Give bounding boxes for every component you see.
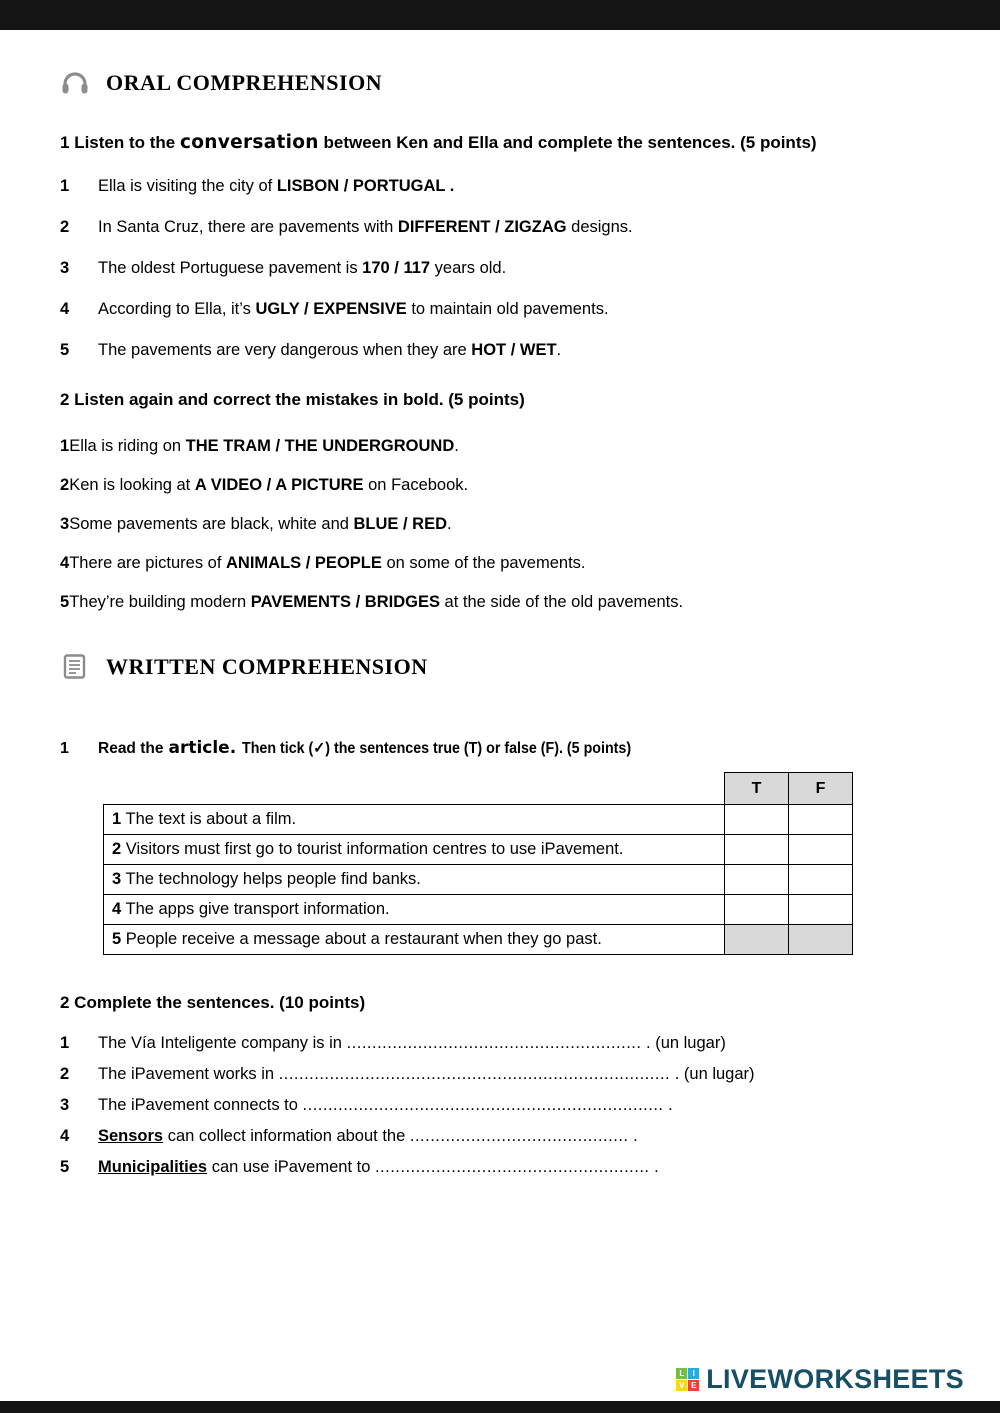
choice-options[interactable]: BLUE / RED <box>353 515 448 533</box>
item-number: 1 <box>60 1034 70 1052</box>
top-black-bar <box>0 0 1000 30</box>
bottom-black-bar <box>0 1401 1000 1413</box>
item-lead-word: Municipalities <box>98 1158 208 1176</box>
statement-text: The text is about a film. <box>125 810 297 828</box>
oral-exercise1-instruction <box>60 120 940 166</box>
item-text-post: at the side of the old pavements. <box>439 593 684 611</box>
item-text-post: . <box>556 341 562 359</box>
oral-comprehension-title: ORAL COMPREHENSION <box>106 70 383 95</box>
item-text-pre: The iPavement works in <box>98 1065 279 1083</box>
oral-ex1-items <box>60 176 940 360</box>
list-item <box>60 176 940 196</box>
item-text-post: on Facebook. <box>363 476 469 494</box>
statement-cell <box>104 925 725 955</box>
statement-number: 1 <box>112 810 122 828</box>
item-number: 5 <box>60 593 70 611</box>
oral-exercise2-instruction: 2 Listen again and correct the mistakes in bold. (5 points) <box>60 390 525 409</box>
table-header-spacer <box>104 773 725 805</box>
choice-options[interactable]: UGLY / EXPENSIVE <box>255 300 407 318</box>
choice-options[interactable]: A VIDEO / A PICTURE <box>194 476 364 494</box>
tick-cell-false[interactable] <box>789 805 853 835</box>
item-text-pre: In Santa Cruz, there are pavements with <box>98 218 398 236</box>
statement-text: Visitors must first go to tourist information centres to use iPavement. <box>125 840 624 858</box>
choice-options[interactable]: THE TRAM / THE UNDERGROUND <box>185 437 455 455</box>
item-number: 3 <box>60 1096 70 1114</box>
item-text-post: to maintain old pavements. <box>406 300 609 318</box>
oral-ex1-instruction-pre: Listen to the <box>74 133 176 152</box>
item-text-post: . (un lugar) <box>641 1034 726 1052</box>
choice-options[interactable]: ANIMALS / PEOPLE <box>226 554 382 572</box>
item-number: 3 <box>60 515 70 533</box>
written-exercise1-instruction <box>60 738 940 758</box>
statement-number: 4 <box>112 900 122 918</box>
choice-options[interactable]: DIFFERENT / ZIGZAG <box>397 218 567 236</box>
answer-blank[interactable]: ............................................................................. <box>278 1065 671 1083</box>
oral-ex2-items <box>60 436 940 612</box>
list-item <box>60 217 940 237</box>
table-row <box>104 895 853 925</box>
table-row <box>104 805 853 835</box>
item-text-post: designs. <box>566 218 633 236</box>
item-text-pre: The oldest Portuguese pavement is <box>98 259 363 277</box>
list-item <box>60 436 940 456</box>
tick-cell-false[interactable] <box>789 835 853 865</box>
list-item <box>60 553 940 573</box>
tick-cell-true[interactable] <box>725 925 789 955</box>
item-text-post: . <box>454 437 459 455</box>
logo-square: E <box>688 1380 699 1391</box>
table-row <box>104 925 853 955</box>
column-header-false: F <box>789 773 853 805</box>
item-number: 4 <box>60 1127 70 1145</box>
written-ex1-instruction-post: Then tick (✓) the sentences true (T) or false (F). (5 points) <box>242 740 632 757</box>
item-number: 2 <box>60 1065 70 1083</box>
statement-cell <box>104 835 725 865</box>
table-row <box>104 835 853 865</box>
answer-blank[interactable]: ....................................................................... <box>302 1096 664 1114</box>
statement-text: The technology helps people find banks. <box>125 870 421 888</box>
item-text-pre: According to Ella, it’s <box>98 300 256 318</box>
list-item <box>60 1126 940 1146</box>
logo-square: I <box>688 1368 699 1379</box>
list-item <box>60 475 940 495</box>
liveworksheets-logo-icon <box>676 1368 699 1391</box>
written-comprehension-heading <box>60 654 940 680</box>
statement-number: 5 <box>112 930 122 948</box>
item-text-post: . <box>663 1096 673 1114</box>
table-header-row <box>104 773 853 805</box>
item-text-post: . <box>628 1127 638 1145</box>
statement-text: The apps give transport information. <box>125 900 390 918</box>
oral-comprehension-heading <box>60 70 940 96</box>
headphones-icon <box>60 70 90 96</box>
list-item <box>60 514 940 534</box>
item-text-pre: The pavements are very dangerous when they are <box>98 341 472 359</box>
list-item <box>60 1033 940 1053</box>
written-ex1-number: 1 <box>60 740 69 757</box>
column-header-true: T <box>725 773 789 805</box>
item-text-post: . <box>649 1158 659 1176</box>
item-text-pre: can use iPavement to <box>207 1158 375 1176</box>
tick-cell-true[interactable] <box>725 835 789 865</box>
written-ex1-instruction-keyword: article. <box>168 738 237 758</box>
list-item <box>60 299 940 319</box>
item-text-pre: Some pavements are black, white and <box>69 515 354 533</box>
oral-ex1-instruction-keyword: conversation <box>180 132 319 153</box>
item-number: 3 <box>60 259 70 277</box>
item-text-pre: Ella is visiting the city of <box>98 177 277 195</box>
list-item <box>60 1157 940 1177</box>
item-number: 4 <box>60 554 70 572</box>
choice-options[interactable]: HOT / WET <box>471 341 557 359</box>
choice-options[interactable]: 170 / 117 <box>362 259 431 277</box>
item-number: 4 <box>60 300 70 318</box>
tick-cell-false[interactable] <box>789 895 853 925</box>
logo-square: V <box>676 1380 687 1391</box>
tick-cell-true[interactable] <box>725 895 789 925</box>
item-text-post: . (un lugar) <box>670 1065 755 1083</box>
item-number: 5 <box>60 1158 70 1176</box>
list-item <box>60 1095 940 1115</box>
item-number: 2 <box>60 476 70 494</box>
item-text-pre: Ken is looking at <box>69 476 195 494</box>
table-row <box>104 865 853 895</box>
list-item <box>60 1064 940 1084</box>
worksheet-content <box>0 70 1000 1177</box>
document-icon <box>60 654 90 680</box>
tick-cell-false[interactable] <box>789 865 853 895</box>
statement-cell <box>104 865 725 895</box>
logo-square: L <box>676 1368 687 1379</box>
written-ex2-items <box>60 1033 940 1177</box>
item-number: 2 <box>60 218 70 236</box>
list-item <box>60 340 940 360</box>
liveworksheets-branding <box>676 1364 964 1395</box>
statement-cell <box>104 895 725 925</box>
item-text-pre: The iPavement connects to <box>98 1096 303 1114</box>
statement-text: People receive a message about a restaurant when they go past. <box>125 930 602 948</box>
oral-ex1-number: 1 <box>60 133 70 152</box>
true-false-table <box>103 772 853 955</box>
tick-cell-true[interactable] <box>725 805 789 835</box>
item-text-post: . <box>447 515 452 533</box>
item-text-pre: The Vía Inteligente company is in <box>98 1034 347 1052</box>
list-item <box>60 592 940 612</box>
item-text-pre: They’re building modern <box>69 593 251 611</box>
written-exercise2-instruction: 2 Complete the sentences. (10 points) <box>60 993 366 1012</box>
item-number: 1 <box>60 177 70 195</box>
statement-number: 2 <box>112 840 122 858</box>
tick-cell-true[interactable] <box>725 865 789 895</box>
tick-cell-false[interactable] <box>789 925 853 955</box>
item-text-pre: There are pictures of <box>69 554 227 572</box>
answer-blank[interactable]: ........................................... <box>409 1127 629 1145</box>
item-text-pre: Ella is riding on <box>69 437 186 455</box>
item-lead-word: Sensors <box>98 1127 164 1145</box>
choice-options[interactable]: PAVEMENTS / BRIDGES <box>250 593 440 611</box>
item-text-pre: can collect information about the <box>163 1127 410 1145</box>
item-number: 1 <box>60 437 70 455</box>
answer-blank[interactable]: ...................................................... <box>374 1158 650 1176</box>
item-number: 5 <box>60 341 70 359</box>
oral-ex1-instruction-post: between Ken and Ella and complete the sentences. (5 points) <box>323 133 817 152</box>
list-item <box>60 258 940 278</box>
written-comprehension-title: WRITTEN COMPREHENSION <box>106 654 428 679</box>
item-text-post: years old. <box>430 259 507 277</box>
statement-number: 3 <box>112 870 122 888</box>
item-text-post: on some of the pavements. <box>381 554 586 572</box>
written-ex1-instruction-pre: Read the <box>98 740 164 757</box>
statement-cell <box>104 805 725 835</box>
choice-options[interactable]: LISBON / PORTUGAL . <box>276 177 455 195</box>
liveworksheets-wordmark: LIVEWORKSHEETS <box>706 1364 964 1394</box>
answer-blank[interactable]: .......................................................... <box>346 1034 642 1052</box>
